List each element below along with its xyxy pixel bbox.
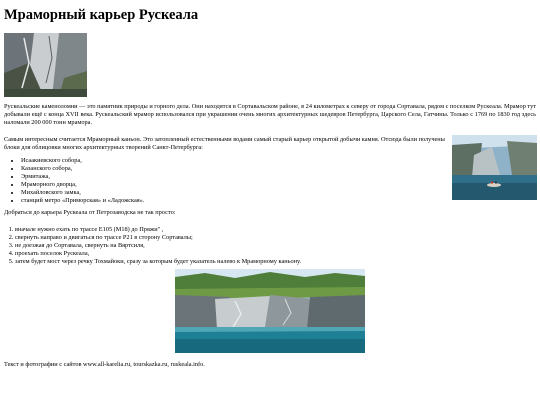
directions-intro: Добраться до карьера Рускеала от Петрозаводска не так просто: (4, 209, 176, 216)
directions-list (4, 226, 485, 266)
list-item: • Эрмитажа, (21, 173, 461, 181)
canyon-paragraph: Самым интересным считается Мраморный каньон. Это затопленный естественными водами самый старый карьер открытой добычи камня. Отсюда были получены блоки для облицовки многих архитектурных творений Санкт-Петербурга: (4, 136, 445, 151)
credits-text: Текст и фотографии с сайтов www.all-karelia.ru, tourskazka.ru, ruskeala.info. (4, 361, 205, 368)
intro-paragraph: Рускеальские каменоломни — это памятник природы и горного дела. Они находятся в Сортавальском районе, в 24 километрах к северу от города Сортавала, рядом с поселком Рускеала. Мрамор тут добывали ещё с конца XVII века. Рускеальский мрамор использовался при украшении очень многих архитектурных шедевров Петербурга, Царского Села, Гатчины. Только с 1769 по 1830 год здесь наломали 200 000 тонн мрамора. (4, 103, 536, 126)
list-item: 5. затем будет мост через речку Тохмайоки, сразу за которым будет указатель налево к Мраморному каньону. (15, 258, 485, 266)
list-item: 4. проехать поселок Рускеала, (15, 250, 485, 258)
list-item: • Казанского собора, (21, 165, 461, 173)
list-item: • Исаакиевского собора, (21, 157, 461, 165)
canyon-panorama-photo (175, 269, 365, 353)
list-item: • Мраморного дворца, (21, 181, 461, 189)
list-item: 1. вначале нужно ехать по трассе Е105 (М18) до Пряжи" , (15, 226, 485, 234)
list-item: • станций метро «Приморская» и «Ладожская». (21, 197, 461, 205)
canyon-boat-photo (452, 135, 537, 200)
list-item: 2. свернуть направо и двигаться по трассе Р21 в сторону Сортавалы; (15, 234, 485, 242)
list-item: • Михайловского замка, (21, 189, 461, 197)
quarry-photo (4, 33, 87, 97)
buildings-list (4, 157, 461, 205)
page-title: Мраморный карьер Рускеала (4, 7, 199, 23)
list-item: 3. не доезжая до Сортавала, свернуть на Вяртсиля, (15, 242, 485, 250)
